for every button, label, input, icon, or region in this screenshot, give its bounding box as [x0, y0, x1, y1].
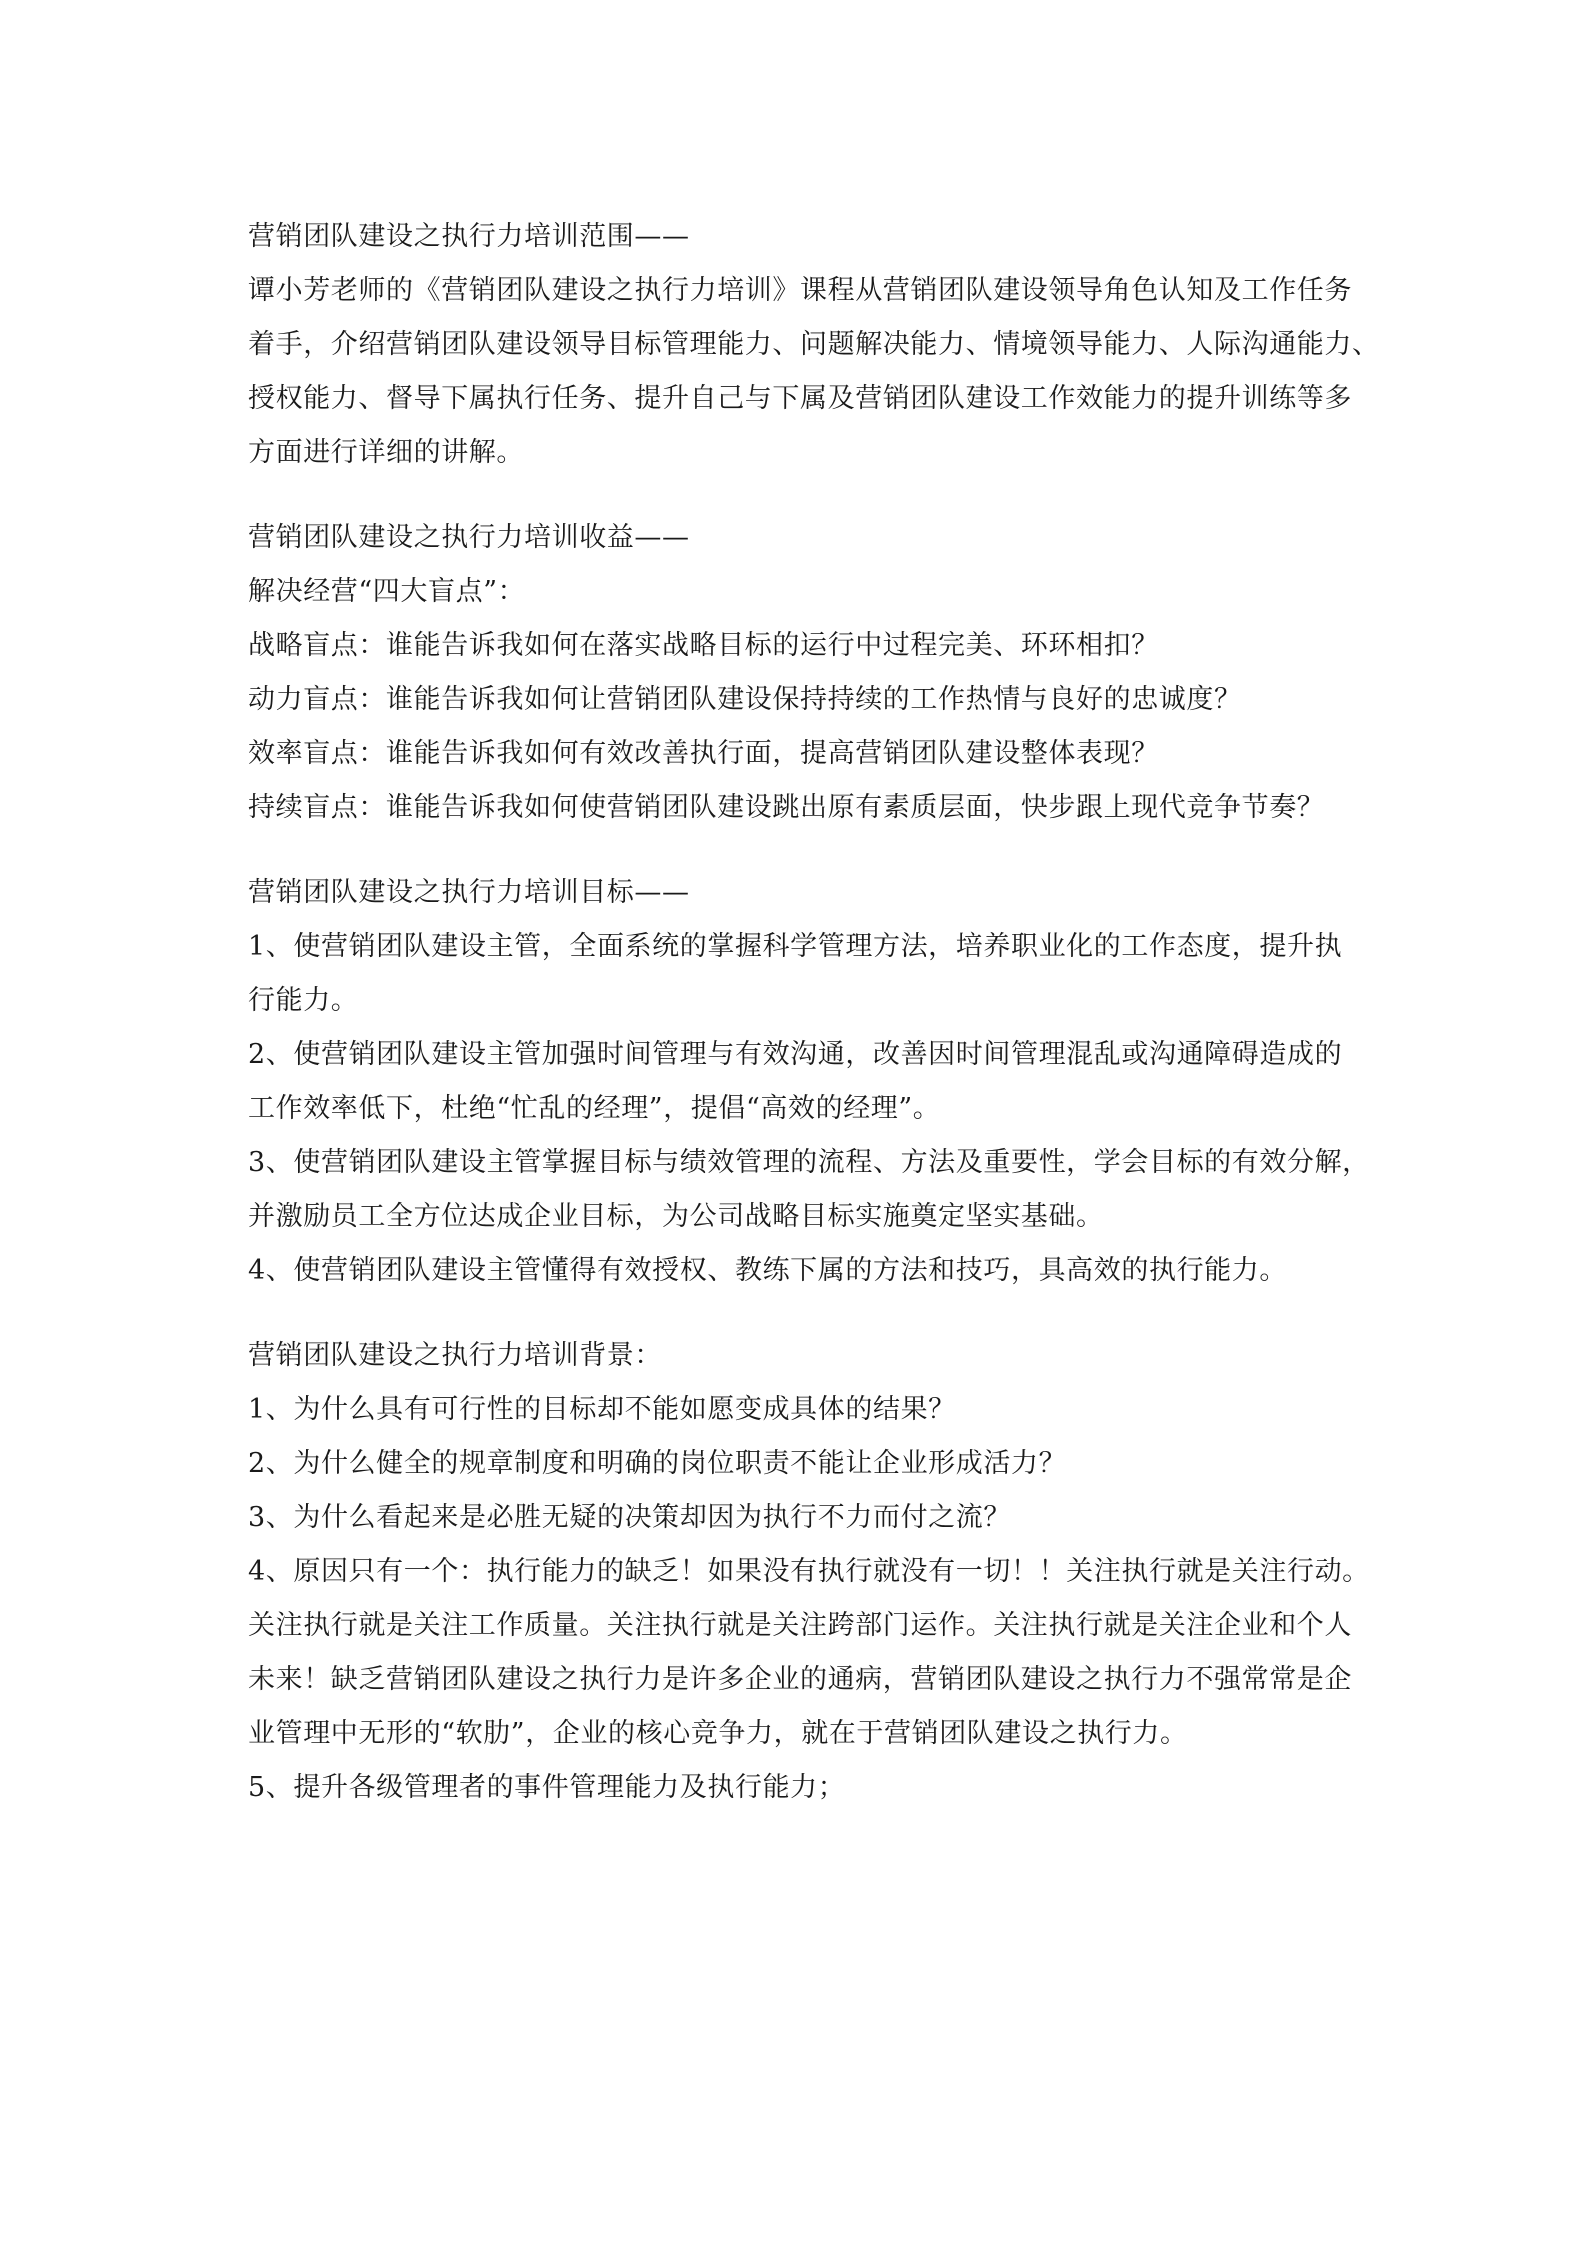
background-line: 3、为什么看起来是必胜无疑的决策却因为执行不力而付之流？	[248, 1502, 1011, 1533]
section-heading-benefits: 营销团队建设之执行力培训收益——	[248, 522, 690, 553]
goal-line: 工作效率低下，杜绝“忙乱的经理”，提倡“高效的经理”。	[248, 1093, 941, 1124]
goal-line: 4、使营销团队建设主管懂得有效授权、教练下属的方法和技巧，具高效的执行能力。	[248, 1255, 1287, 1286]
section-training-goals	[248, 866, 1370, 1298]
background-line: 5、提升各级管理者的事件管理能力及执行能力；	[248, 1772, 846, 1803]
background-item	[248, 1491, 1358, 1545]
background-line: 关注执行就是关注工作质量。关注执行就是关注跨部门运作。关注执行就是关注企业和个人	[248, 1610, 1352, 1641]
scope-line: 方面进行详细的讲解。	[248, 437, 524, 468]
background-item	[248, 1437, 1358, 1491]
background-line: 未来！缺乏营销团队建设之执行力是许多企业的通病，营销团队建设之执行力不强常常是企	[248, 1664, 1352, 1695]
blind-spot-motivation: 动力盲点：谁能告诉我如何让营销团队建设保持持续的工作热情与良好的忠诚度？	[248, 684, 1242, 715]
background-item	[248, 1383, 1358, 1437]
section-heading-background: 营销团队建设之执行力培训背景：	[248, 1340, 662, 1371]
scope-paragraph	[248, 264, 1380, 480]
blind-spot-strategy: 战略盲点：谁能告诉我如何在落实战略目标的运行中过程完美、环环相扣？	[248, 630, 1159, 661]
background-item	[248, 1545, 1370, 1761]
scope-line: 授权能力、督导下属执行任务、提升自己与下属及营销团队建设工作效能力的提升训练等多	[248, 383, 1352, 414]
background-item	[248, 1761, 1358, 1815]
goal-line: 1、使营销团队建设主管，全面系统的掌握科学管理方法，培养职业化的工作态度，提升执	[248, 931, 1343, 962]
background-line: 4、原因只有一个：执行能力的缺乏！如果没有执行就没有一切！！关注执行就是关注行动。	[248, 1556, 1370, 1587]
background-line: 业管理中无形的“软肋”，企业的核心竞争力，就在于营销团队建设之执行力。	[248, 1718, 1188, 1749]
section-training-scope	[248, 210, 1380, 480]
background-line: 2、为什么健全的规章制度和明确的岗位职责不能让企业形成活力？	[248, 1448, 1067, 1479]
blind-spot-sustainability: 持续盲点：谁能告诉我如何使营销团队建设跳出原有素质层面，快步跟上现代竞争节奏？	[248, 792, 1325, 823]
scope-line: 着手，介绍营销团队建设领导目标管理能力、问题解决能力、情境领导能力、人际沟通能力、	[248, 329, 1380, 360]
goal-line: 并激励员工全方位达成企业目标，为公司战略目标实施奠定坚实基础。	[248, 1201, 1104, 1232]
goal-line: 3、使营销团队建设主管掌握目标与绩效管理的流程、方法及重要性，学会目标的有效分解，	[248, 1147, 1370, 1178]
blind-spot-efficiency: 效率盲点：谁能告诉我如何有效改善执行面，提高营销团队建设整体表现？	[248, 738, 1159, 769]
section-heading-scope: 营销团队建设之执行力培训范围——	[248, 221, 690, 252]
goal-line: 2、使营销团队建设主管加强时间管理与有效沟通，改善因时间管理混乱或沟通障碍造成的	[248, 1039, 1343, 1070]
goal-item	[248, 1244, 1358, 1298]
section-training-background	[248, 1329, 1370, 1815]
benefits-intro: 解决经营“四大盲点”：	[248, 576, 526, 607]
document-body	[248, 210, 1380, 1846]
goal-item	[248, 1028, 1358, 1136]
goal-item	[248, 1136, 1370, 1244]
section-training-benefits	[248, 511, 1358, 835]
goal-line: 行能力。	[248, 985, 359, 1016]
section-heading-goals: 营销团队建设之执行力培训目标——	[248, 877, 690, 908]
scope-line: 谭小芳老师的《营销团队建设之执行力培训》课程从营销团队建设领导角色认知及工作任务	[248, 275, 1352, 306]
goal-item	[248, 920, 1358, 1028]
background-line: 1、为什么具有可行性的目标却不能如愿变成具体的结果？	[248, 1394, 956, 1425]
